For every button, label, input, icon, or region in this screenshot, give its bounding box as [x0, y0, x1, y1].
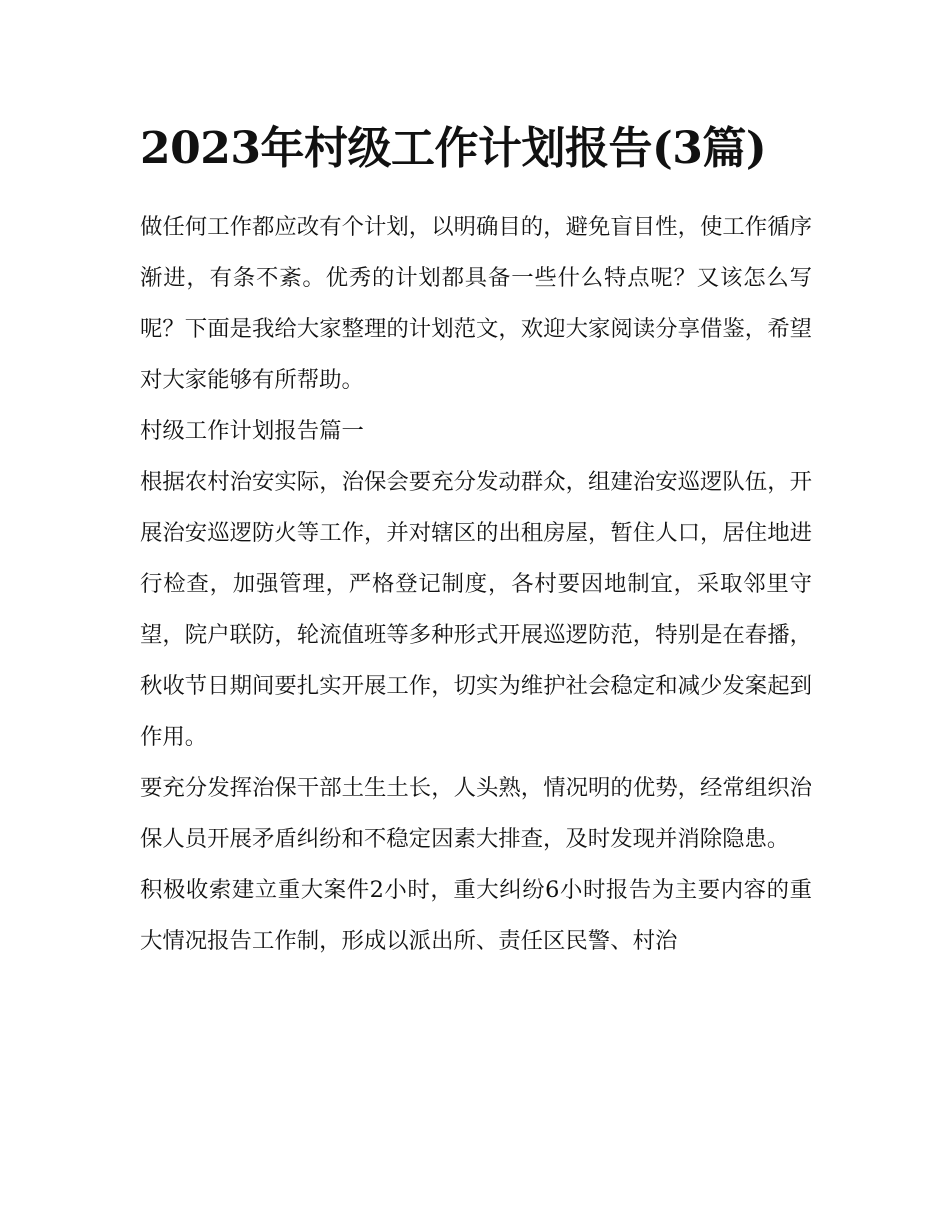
body-paragraph: 根据农村治安实际，治保会要充分发动群众，组建治安巡逻队伍，开展治安巡逻防火等工作，并对辖区的出租房屋，暂住人口，居住地进行检查，加强管理，严格登记制度，各村要因地制宜，采取邻里守望，院户联防，轮流值班等多种形式开展巡逻防范，特别是在春播，秋收节日期间要扎实开展工作，切实为维护社会稳定和减少发案起到作用。 [140, 469, 812, 750]
body-paragraph: 要充分发挥治保干部土生土长，人头熟，情况明的优势，经常组织治保人员开展矛盾纠纷和不稳定因素大排查，及时发现并消除隐患。 [140, 775, 812, 852]
intro-paragraph: 做任何工作都应改有个计划，以明确目的，避免盲目性，使工作循序渐进，有条不紊。优秀的计划都具备一些什么特点呢？又该怎么写呢？下面是我给大家整理的计划范文，欢迎大家阅读分享借鉴，希望对大家能够有所帮助。 [140, 214, 812, 393]
section-heading: 村级工作计划报告篇一 [140, 418, 364, 444]
document-page [140, 118, 812, 967]
body-paragraph: 积极收索建立重大案件2小时，重大纠纷6小时报告为主要内容的重大情况报告工作制，形成以派出所、责任区民警、村治 [140, 877, 812, 954]
document-title: 2023年村级工作计划报告(3篇) [140, 123, 767, 174]
